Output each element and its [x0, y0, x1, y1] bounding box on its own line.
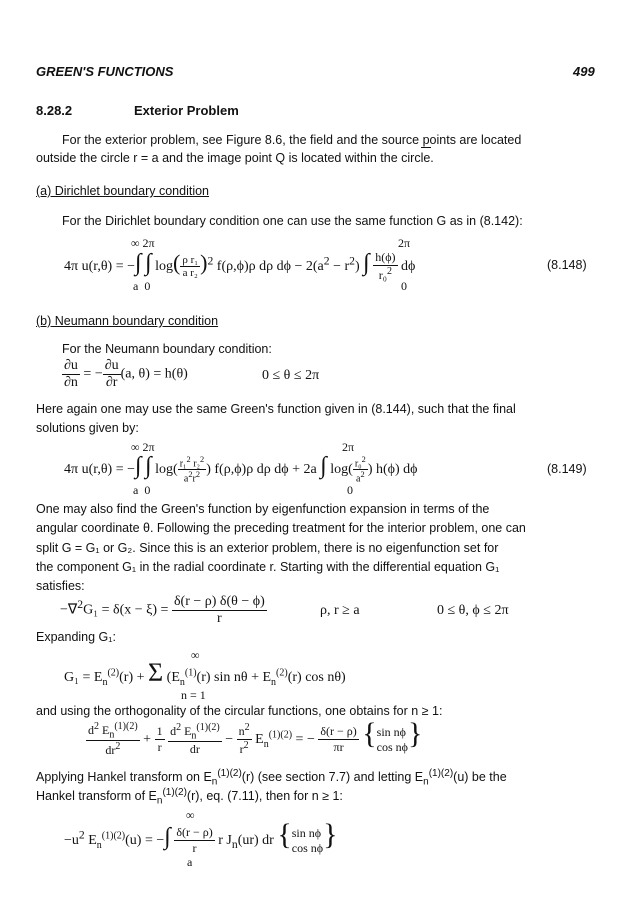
eq148-upper-limits: ∞ 2π: [131, 236, 155, 250]
eq149-lower-limits: a 0: [133, 483, 151, 497]
dirichlet-heading: (a) Dirichlet boundary condition: [36, 184, 210, 198]
eigen-line-3: split G = G₁ or G₂. Since this is an exterior problem, there is no eigenfunction set for: [36, 541, 499, 555]
hankel-line-1c: (u) be the: [453, 770, 507, 785]
neumann-bc: $\frac{\partial u}{\partial n}$ = − $\frac{\partial u}{\partial r}$ (a, θ) = h(θ): [64, 358, 188, 390]
hankel-line-2b: (r), eq. (7.11), then for n ≥ 1:: [186, 789, 343, 804]
orthogonality-text: and using the orthogonality of the circular functions, one obtains for n ≥ 1:: [36, 704, 443, 718]
neumann-range: 0 ≤ θ ≤ 2π: [262, 368, 320, 383]
eq-g1-series: $G_1 = E_n^{(2)}(r) + \Sigma$ ($E_n^{(1)}(r)$ $\sin n\theta + E_n^{(2)}(r)$ cos nθ): [64, 658, 346, 688]
eigen-line-4: the component G₁ in the radial coordinate r. Starting with the differential equation G₁: [36, 560, 500, 574]
eq149-lower-limit-2: 0: [347, 483, 353, 497]
neumann-para-2: solutions given by:: [36, 421, 139, 435]
dirichlet-text: For the Dirichlet boundary condition one can use the same function G as in (8.142):: [62, 214, 523, 228]
eq149-upper-limits: ∞ 2π: [131, 440, 155, 454]
eq-g1-pde: −∇$^2$G₁ = δ(x − ξ) = $\frac{\delta(r - \rho) \delta(\theta - \phi)}{r}$: [60, 594, 265, 626]
eq148-lower-limits: a 0: [133, 279, 151, 293]
eigen-line-2: angular coordinate θ. Following the preceding treatment for the interior problem, one can: [36, 521, 526, 535]
overline-mark: [421, 147, 431, 148]
eigen-line-5: satisfies:: [36, 579, 85, 593]
hankel-line-1: Applying Hankel transform on $E_n^{(1)(2)}(r)$ (see section 7.7) and letting $E_n^{(1)(2)}(u)$ be the: [36, 768, 507, 788]
intro-line-1: For the exterior problem, see Figure 8.6, the field and the source points are located: [62, 133, 522, 147]
running-header: GREEN'S FUNCTIONS: [36, 64, 174, 79]
hankel-int-upper: ∞: [186, 808, 195, 822]
sum-lower: n = 1: [181, 688, 206, 702]
hankel-line-1a: Applying Hankel transform on E: [36, 770, 212, 785]
eq149-body: 4π u(r,θ) = −∫ ∫ log( $\frac{r_1^2 r_2^2}{a^2r^2}$ ) f(ρ,ϕ)ρ dρ dϕ + 2a ∫ log( $\frac{r_0^2}{a^2}$ ) h(ϕ) dϕ: [64, 453, 418, 485]
eq148-upper-limit-2: 2π: [398, 236, 411, 250]
eigen-line-1: One may also find the Green's function by eigenfunction expansion in terms of the: [36, 502, 490, 516]
eq149-upper-limit-2: 2π: [342, 440, 355, 454]
hankel-int-lower: a: [187, 855, 193, 869]
eq-hankel: $-u^2$ $E_n^{(1)(2)}(u)$ = −∫ $\frac{\delta(r - \rho)}{r}$ r $J_n(ur)$ dr {sin nϕ cos nϕ}: [64, 818, 338, 856]
pde-cond-2: 0 ≤ θ, ϕ ≤ 2π: [437, 603, 509, 618]
eq-radial-ode: $\frac{d^2 E_n^{(1)(2)}}{dr^2}$ + $\frac{1}{r}$ $\frac{d^2 E_n^{(1)(2)}}{dr}$ − $\frac{n^2}{r^2}$ $E_n^{(1)(2)}$ = − $\frac{\delta(r - \rho)}{\pi r}$ {sin nϕ cos nϕ}: [88, 717, 423, 758]
hankel-line-2: Hankel transform of $E_n^{(1)(2)}(r)$, eq. (7.11), then for n ≥ 1:: [36, 787, 343, 807]
section-title: Exterior Problem: [134, 103, 239, 118]
hankel-line-1b: (r) (see section 7.7) and letting E: [241, 770, 424, 785]
neumann-heading: (b) Neumann boundary condition: [36, 314, 219, 328]
neumann-para-1: Here again one may use the same Green's function given in (8.144), such that the final: [36, 402, 516, 416]
intro-line-2: outside the circle r = a and the image point Q is located within the circle.: [36, 151, 434, 165]
eq148-number: (8.148): [547, 258, 587, 272]
expanding-text: Expanding G₁:: [36, 630, 116, 644]
sum-upper: ∞: [191, 648, 200, 662]
eq148-lower-limit-2: 0: [401, 279, 407, 293]
pde-cond-1: ρ, r ≥ a: [320, 603, 360, 618]
eq148-body: 4π u(r,θ) = −∫ ∫ log( $\frac{\text{ρ r₁}}{\text{a r₂}}$ )$^2$ f(ρ,ϕ)ρ dρ $d\phi - 2(a^2 - r^2)$ ∫ $\frac{h(\phi)}{r_0^2}$ dϕ: [64, 250, 416, 283]
page-number: 499: [573, 64, 595, 79]
section-number: 8.28.2: [36, 103, 73, 118]
eq149-number: (8.149): [547, 462, 587, 476]
neumann-text: For the Neumann boundary condition:: [62, 342, 272, 356]
hankel-line-2a: Hankel transform of E: [36, 789, 157, 804]
